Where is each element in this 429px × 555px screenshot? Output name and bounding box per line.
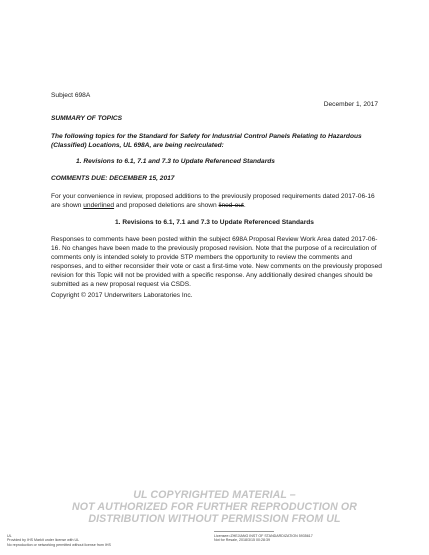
lined-out-example: lined-out xyxy=(218,202,244,209)
convenience-text-middle: and proposed deletions are shown xyxy=(114,202,219,209)
comments-due-heading: COMMENTS DUE: DECEMBER 15, 2017 xyxy=(51,175,175,182)
underlined-example: underlined xyxy=(83,202,115,209)
topic-list-item: 1. Revisions to 6.1, 7.1 and 7.3 to Update Referenced Standards xyxy=(76,158,275,165)
intro-paragraph: The following topics for the Standard for Safety for Industrial Control Panels Relating to Hazardous (Classified) Locations, UL 698A, are being recirculated: xyxy=(51,133,362,149)
convenience-paragraph xyxy=(51,192,381,210)
copyright-watermark xyxy=(0,489,429,525)
document-date: December 1, 2017 xyxy=(323,101,378,108)
watermark-line-3: DISTRIBUTION WITHOUT PERMISSION FROM UL xyxy=(88,513,341,525)
convenience-text-before: For your convenience in review, proposed additions to the previously proposed requirements dated 2017-06-16 are shown xyxy=(51,193,375,209)
subject-line: Subject 698A xyxy=(51,92,91,99)
responses-paragraph: Responses to comments have been posted within the subject 698A Proposal Review Work Area dated 2017-06-16. No changes have been made to the previously proposed revision. Note that the purpose of a recirculation of comments only is intended solely to provide STP members the opportunity to review the comments and responses, and to either reconsider their vote or cast a first-time vote. New comments on the previously proposed revision for this Topic will not be provided with a specific response. Any additionally desired changes should be submitted as a new proposal request via CSDS. xyxy=(51,236,382,288)
footer-divider xyxy=(214,531,274,532)
footer-provider xyxy=(7,534,111,547)
footer-left-line-3: No reproduction or networking permitted without license from IHS xyxy=(7,542,111,547)
copyright-notice: Copyright © 2017 Underwriters Laboratories Inc. xyxy=(51,292,193,299)
footer-licensee xyxy=(214,534,313,543)
watermark-line-1: UL COPYRIGHTED MATERIAL – xyxy=(133,489,296,501)
footer-right-line-2: Not for Resale, 2018/3/15 00:28:39 xyxy=(214,538,270,543)
convenience-text-after: . xyxy=(243,202,246,209)
watermark-line-2: NOT AUTHORIZED FOR FURTHER REPRODUCTION OR xyxy=(72,501,357,513)
footer-right-line-1: Licensee=ZHEJIANG INST OF STANDARDIZATION 5935617 xyxy=(214,534,313,538)
footer-left-line-2: Provided by IHS Markit under license with UL xyxy=(7,538,80,543)
section-heading: 1. Revisions to 6.1, 7.1 and 7.3 to Update Referenced Standards xyxy=(115,219,314,226)
summary-heading: SUMMARY OF TOPICS xyxy=(51,115,123,122)
footer-left-line-1: UL xyxy=(7,534,12,538)
